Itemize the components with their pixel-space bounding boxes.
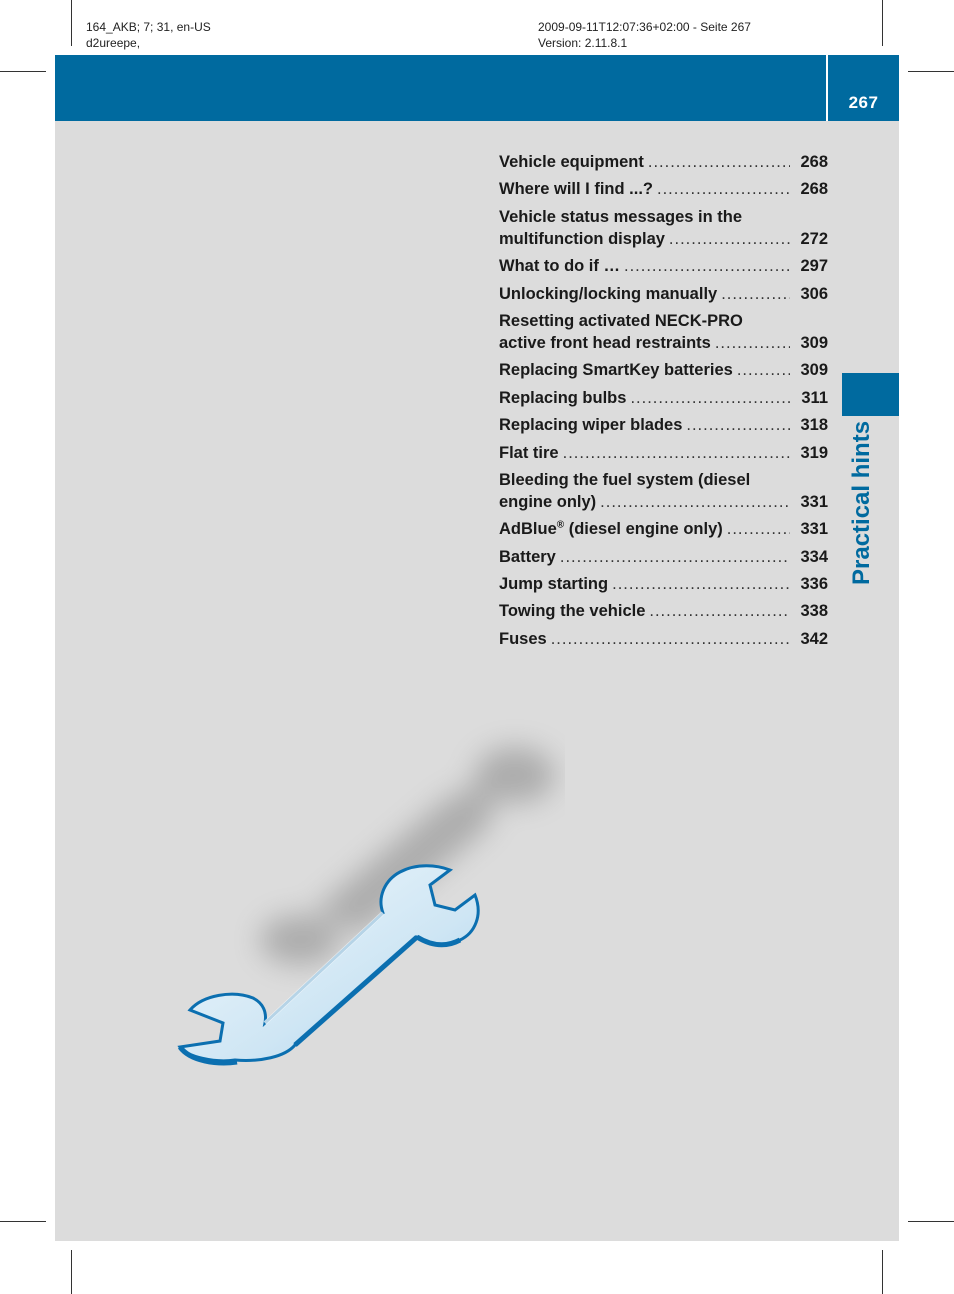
toc-leader-dots <box>624 255 790 277</box>
toc-leader-dots <box>551 628 790 650</box>
toc-item[interactable] <box>499 573 828 595</box>
toc-leader-dots <box>686 414 790 436</box>
header-bar <box>55 55 899 121</box>
toc-item-page: 272 <box>800 229 828 248</box>
manual-page <box>55 55 899 1241</box>
toc-item-text: Jump starting <box>499 575 609 594</box>
toc-item-page: 306 <box>800 284 828 303</box>
toc-item-page: 309 <box>800 333 828 352</box>
toc-item-text: What to do if … <box>499 257 620 276</box>
toc-leader-dots <box>649 600 790 622</box>
toc-item-text-post: (diesel engine only) <box>564 520 723 539</box>
toc-item-text: Flat tire <box>499 443 559 462</box>
toc-item-text-line1: Bleeding the fuel system (diesel <box>499 470 751 489</box>
toc-item-text: engine only) <box>499 492 597 511</box>
toc-item-text: Battery <box>499 547 556 566</box>
crop-mark <box>71 1250 72 1294</box>
toc-item-page: 342 <box>800 629 828 648</box>
toc-leader-dots <box>648 151 790 173</box>
toc-item-page: 334 <box>800 547 828 566</box>
crop-mark <box>0 71 46 72</box>
toc-item[interactable] <box>499 387 828 409</box>
wrench-body <box>180 866 478 1063</box>
wrench-icon <box>145 705 565 1085</box>
toc-item-page: 338 <box>800 602 828 621</box>
print-meta-left-line1: 164_AKB; 7; 31, en-US <box>86 20 211 34</box>
section-title: Practical hints <box>848 420 875 585</box>
toc-item[interactable] <box>499 359 828 381</box>
toc-item-page: 331 <box>800 520 828 539</box>
toc-item-text: Vehicle equipment <box>499 153 644 171</box>
crop-mark <box>882 1250 883 1294</box>
toc-item-page: 268 <box>800 153 828 171</box>
toc-item[interactable] <box>499 283 828 305</box>
crop-mark <box>908 71 954 72</box>
toc-item-text: Replacing bulbs <box>499 388 627 407</box>
toc-item[interactable] <box>499 206 828 250</box>
toc-item-text: Replacing SmartKey batteries <box>499 361 733 380</box>
toc-leader-dots <box>600 491 790 513</box>
toc-item[interactable] <box>499 151 828 173</box>
toc-item-page: 311 <box>801 388 828 407</box>
table-of-contents <box>499 151 828 655</box>
toc-item-page: 309 <box>800 361 828 380</box>
toc-item-text: Unlocking/locking manually <box>499 284 718 303</box>
toc-item[interactable] <box>499 178 828 200</box>
toc-leader-dots <box>630 387 790 409</box>
crop-mark <box>0 1221 46 1222</box>
print-meta-left-line2: d2ureepe, <box>86 36 141 50</box>
toc-item-page: 318 <box>800 416 828 435</box>
toc-item-page: 319 <box>800 443 828 462</box>
toc-item[interactable] <box>499 255 828 277</box>
toc-item-text: Where will I find ...? <box>499 180 654 199</box>
print-meta-right-line2: Version: 2.11.8.1 <box>538 36 628 50</box>
toc-item[interactable] <box>499 310 828 354</box>
toc-leader-dots <box>563 442 790 464</box>
toc-item-text-line1: Vehicle status messages in the <box>499 207 743 226</box>
toc-item[interactable] <box>499 600 828 622</box>
toc-item-page: 297 <box>800 257 828 276</box>
toc-item-text: multifunction display <box>499 229 665 248</box>
print-meta-right-line1: 2009-09-11T12:07:36+02:00 - Seite 267 <box>538 20 751 34</box>
toc-leader-dots <box>721 283 790 305</box>
toc-item[interactable] <box>499 442 828 464</box>
page-number: 267 <box>848 93 879 112</box>
toc-leader-dots <box>715 332 790 354</box>
print-meta-left <box>86 19 211 51</box>
toc-item-page: 331 <box>800 492 828 511</box>
toc-item-text <box>499 518 723 540</box>
toc-leader-dots <box>560 546 790 568</box>
crop-mark <box>908 1221 954 1222</box>
crop-mark <box>71 0 72 46</box>
toc-item-text-line1: Resetting activated NECK-PRO <box>499 311 743 330</box>
toc-leader-dots <box>612 573 790 595</box>
toc-item[interactable] <box>499 546 828 568</box>
toc-item-text: active front head restraints <box>499 333 711 352</box>
toc-item[interactable] <box>499 414 828 436</box>
print-meta-right <box>538 19 751 51</box>
toc-item[interactable] <box>499 518 828 540</box>
toc-item-page: 336 <box>800 575 828 594</box>
toc-item[interactable] <box>499 469 828 513</box>
toc-item-text-pre: AdBlue <box>499 520 557 539</box>
registered-mark: ® <box>556 519 565 531</box>
crop-mark <box>882 0 883 46</box>
toc-leader-dots <box>727 518 790 540</box>
toc-item-text: Fuses <box>499 629 547 648</box>
toc-item[interactable] <box>499 628 828 650</box>
toc-item-page: 268 <box>800 180 828 199</box>
toc-item-text: Towing the vehicle <box>499 602 646 621</box>
toc-leader-dots <box>657 178 790 200</box>
toc-leader-dots <box>669 228 790 250</box>
toc-leader-dots <box>737 359 790 381</box>
toc-item-text: Replacing wiper blades <box>499 416 683 435</box>
